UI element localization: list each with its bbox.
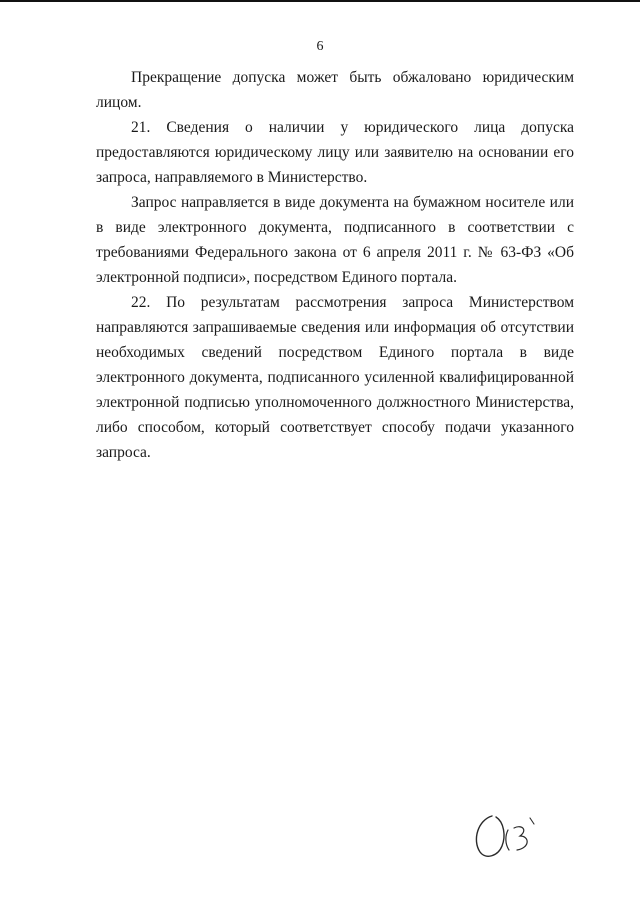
paragraph-request-form: Запрос направляется в виде документа на бумажном носителе или в виде электронного документа, подписанного в соответствии с требованиями Федерального закона от 6 апреля 2011 г. № 63-ФЗ «Об электронной подписи», посредством Единого портала. bbox=[96, 194, 574, 286]
top-border-line bbox=[0, 0, 640, 2]
paragraph-21: 21. Сведения о наличии у юридического лица допуска предоставляются юридическому лицу или заявителю на основании его запроса, направляемого в Министерство. bbox=[96, 119, 574, 186]
paragraph-appeal: Прекращение допуска может быть обжаловано юридическим лицом. bbox=[96, 69, 574, 111]
document-body bbox=[96, 65, 574, 465]
paragraph-22: 22. По результатам рассмотрения запроса Министерством направляются запрашиваемые сведения или информация об отсутствии необходимых сведений посредством Единого портала в виде электронного документа, подписанного усиленной квалифицированной электронной подписью уполномоченного должностного Министерства, либо способом, который соответствует способу подачи указанного запроса. bbox=[96, 294, 574, 461]
page-number: 6 bbox=[316, 39, 324, 54]
handwritten-signature bbox=[470, 806, 550, 862]
